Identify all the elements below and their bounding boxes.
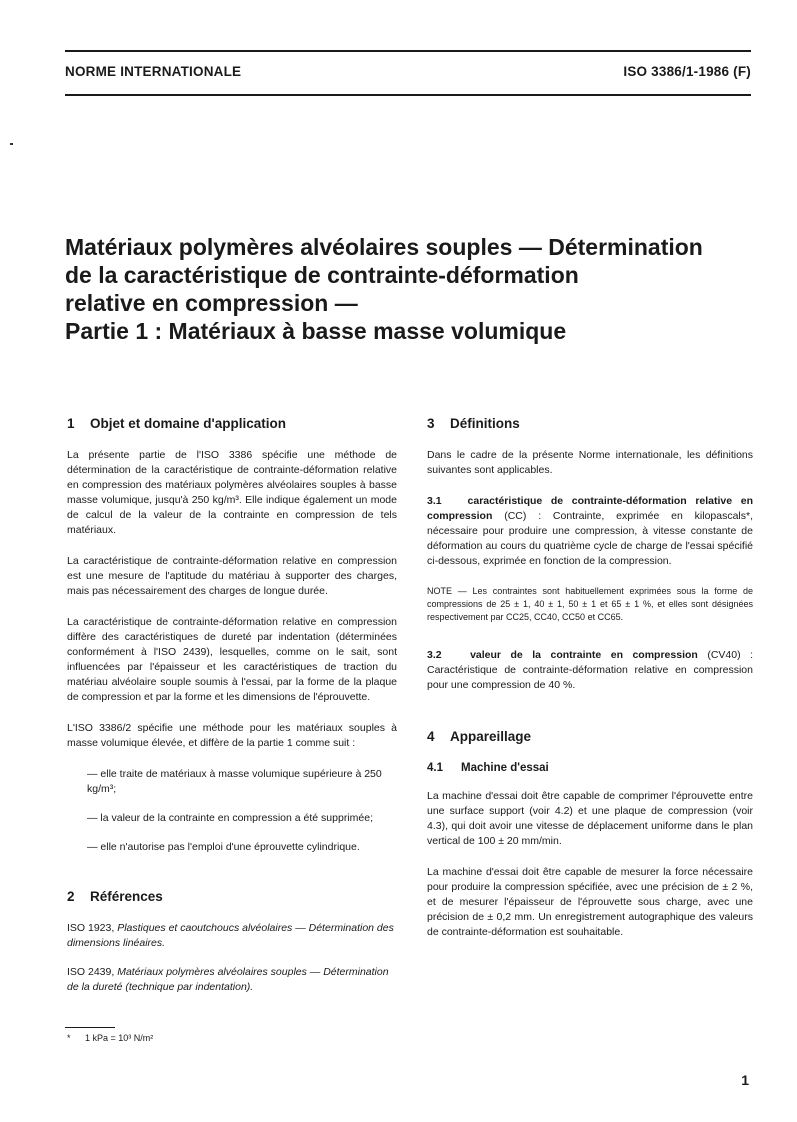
document-title xyxy=(65,233,765,345)
definition-note: NOTE — Les contraintes sont habituellement exprimées sous la forme de compressions de 25 ± 1, 40 ± 1, 50 ± 1 et 65 ± 1 %, et elles sont désignées respectivement par CC25, CC40, CC50 et CC65. xyxy=(427,586,753,622)
section-3-heading: 3 Définitions xyxy=(427,416,520,431)
header-top-rule xyxy=(65,50,751,52)
title-line-2: de la caractéristique de contrainte-déformation xyxy=(65,262,579,288)
subsection-4-1-heading: 4.1 Machine d'essai xyxy=(427,762,549,774)
document-type: NORME INTERNATIONALE xyxy=(65,64,242,79)
section-1-paragraph-1: La présente partie de l'ISO 3386 spécifie une méthode de détermination de la caractéristique de contrainte-déformation relative en compression des matériaux polymères alvéolaires souples à basse masse volumique, jusqu'à 250 kg/m³. Elle indique également un mode de calcul de la valeur de la contrainte en compression de tels matériaux. xyxy=(67,449,397,536)
section-4-heading: 4 Appareillage xyxy=(427,729,532,744)
list-item: — elle traite de matériaux à masse volumique supérieure à 250 kg/m³; xyxy=(87,768,382,795)
section-1-heading: 1 Objet et domaine d'application xyxy=(67,416,286,431)
title-line-4: Partie 1 : Matériaux à basse masse volumique xyxy=(65,318,567,344)
definition-3-1: 3.1 caractéristique de contrainte-déformation relative en compression (CC) : Contrainte, exprimée en kilopascals*, nécessaire pour produire une compression, à vitesse constante de déformation au cours du quatrième cycle de charge de l'essai spécifié ci-dessous, exprimée en fonction de la compression. xyxy=(427,495,754,567)
reference-item: ISO 2439, Matériaux polymères alvéolaires souples — Détermination de la dureté (technique par indentation). xyxy=(67,966,389,993)
scan-speck xyxy=(10,143,13,145)
standard-reference: ISO 3386/1-1986 (F) xyxy=(623,64,751,79)
right-column xyxy=(427,416,753,956)
section-4-paragraph-1: La machine d'essai doit être capable de comprimer l'éprouvette entre une surface support (voir 4.2) et une plaque de compression (voir 4.3), qui doit avoir une vitesse de déplacement uniforme dans le plan vertical de 100 ± 20 mm/min. xyxy=(427,790,753,847)
section-1-paragraph-4: L'ISO 3386/2 spécifie une méthode pour les matériaux souples à masse volumique élevée, et diffère de la partie 1 comme suit : xyxy=(67,722,397,749)
section-2-heading: 2 Références xyxy=(67,889,163,904)
definition-3-2: 3.2 valeur de la contrainte en compression (CV40) : Caractéristique de contrainte-déformation relative en compression pour une compression de 40 %. xyxy=(427,649,753,691)
title-line-3: relative en compression — xyxy=(65,290,358,316)
page-number: 1 xyxy=(741,1072,749,1088)
footnote-rule xyxy=(65,1027,115,1028)
section-4-paragraph-2: La machine d'essai doit être capable de mesurer la force nécessaire pour produire la compression spécifiée, avec une précision de ± 2 %, et de mesurer l'épaisseur de l'éprouvette sous charge, avec une précision de ± 0,2 mm. Un enregistrement autographique des valeurs de contrainte-déformation est souhaitable. xyxy=(427,866,753,938)
footnote: * 1 kPa = 10³ N/m² xyxy=(67,1033,154,1043)
reference-item: ISO 1923, Plastiques et caoutchoucs alvéolaires — Détermination des dimensions linéaires. xyxy=(67,922,394,949)
list-item: — la valeur de la contrainte en compression a été supprimée; xyxy=(87,812,373,824)
section-1-paragraph-2: La caractéristique de contrainte-déformation relative en compression est une mesure de l'aptitude du matériau à supporter des charges, mais pas nécessairement des charges de longue durée. xyxy=(67,555,397,597)
title-line-1: Matériaux polymères alvéolaires souples — Détermination xyxy=(65,234,703,260)
header-bottom-rule xyxy=(65,94,751,96)
list-item: — elle n'autorise pas l'emploi d'une éprouvette cylindrique. xyxy=(87,841,360,853)
left-column xyxy=(67,416,397,1009)
section-1-paragraph-3: La caractéristique de contrainte-déformation relative en compression diffère des caractéristiques de dureté par indentation (déterminées conformément à l'ISO 2439), lesquelles, comme on le sait, sont influencées par l'épaisseur et les caractéristiques de traction du matériau alvéolaire souple soumis à l'essai, par la forme de la plaque de compression et par la forme et les dimensions de l'éprouvette. xyxy=(67,616,397,703)
section-3-intro: Dans le cadre de la présente Norme internationale, les définitions suivantes sont applicables. xyxy=(427,449,753,476)
